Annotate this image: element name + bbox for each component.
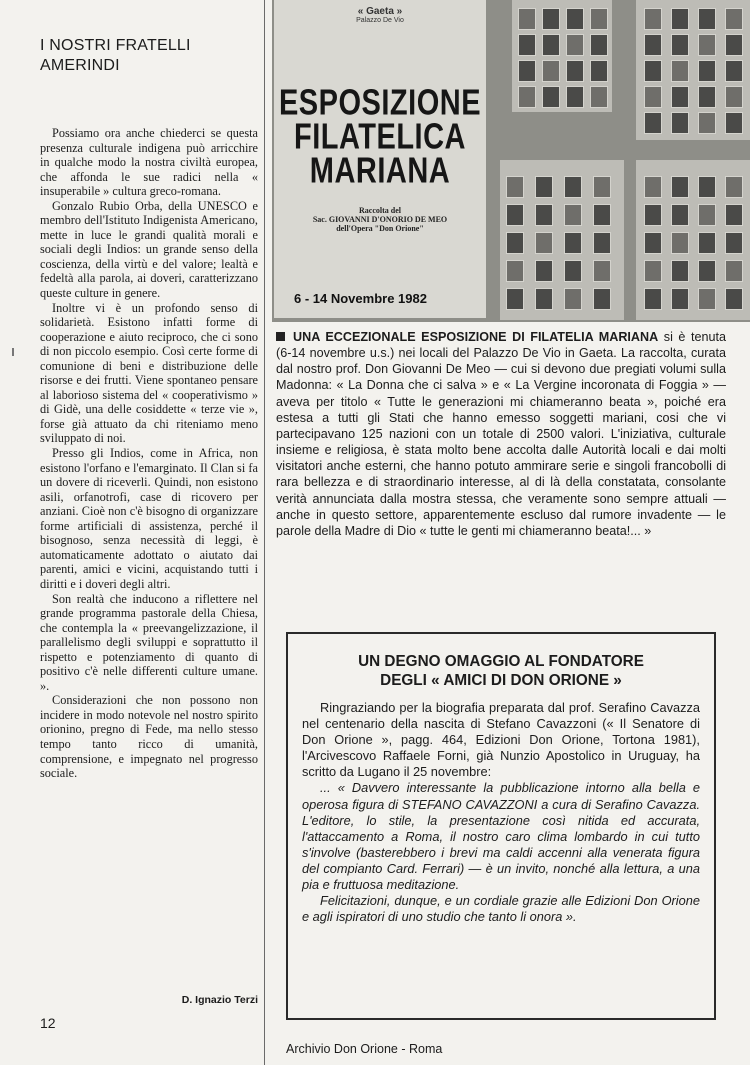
stamp bbox=[725, 232, 743, 254]
left-article-body bbox=[40, 126, 258, 781]
stamp bbox=[698, 288, 716, 310]
tribute-paragraph: Ringraziando per la biografia preparata dal prof. Serafino Cavazza nel centenario della nascita di Stefano Cavazzoni (« Il Senatore di Don Orione », pagg. 464, Edizioni Don Orione, Tortona 1981), l'Arcivescovo Raffaele Forni, già Nunzio Apostolico in Uruguay, ha scritto da Lugano il 25 novembre: bbox=[302, 700, 700, 780]
archive-footer: Archivio Don Orione - Roma bbox=[286, 1042, 443, 1056]
stamp bbox=[566, 8, 584, 30]
stamp bbox=[698, 204, 716, 226]
stamp bbox=[566, 86, 584, 108]
philately-article bbox=[276, 329, 726, 539]
philately-heading: UNA ECCEZIONALE ESPOSIZIONE DI FILATELIA MARIANA bbox=[293, 330, 659, 344]
left-paragraph: Possiamo ora anche chiederci se questa presenza culturale indigena può arricchire in qualche modo la nostra civiltà europea, che affonda le sue radici nella « insuperabile » cultura greco-romana. bbox=[40, 126, 258, 199]
left-article-title bbox=[40, 36, 258, 76]
stamp bbox=[564, 232, 582, 254]
stamp bbox=[644, 232, 662, 254]
stamp bbox=[725, 34, 743, 56]
stamp bbox=[542, 8, 560, 30]
stamp bbox=[593, 232, 611, 254]
stamp bbox=[698, 176, 716, 198]
stamp bbox=[671, 112, 689, 134]
stamp bbox=[725, 260, 743, 282]
poster-city: « Gaeta » bbox=[357, 6, 403, 17]
left-article bbox=[40, 36, 258, 1026]
stamp bbox=[535, 288, 553, 310]
stamp bbox=[698, 60, 716, 82]
stamp bbox=[671, 204, 689, 226]
poster-opera: dell'Opera "Don Orione" bbox=[336, 224, 424, 233]
stamp bbox=[542, 34, 560, 56]
tribute-quote: Felicitazioni, dunque, e un cordiale grazie alle Edizioni Don Orione e agli ispiratori di uno studio che tanto li onora ». bbox=[302, 893, 700, 925]
poster-owner: Sac. GIOVANNI D'ONORIO DE MEO bbox=[312, 215, 448, 224]
left-paragraph: Gonzalo Rubio Orba, della UNESCO e membro dell'Istituto Indigenista Americano, mette in luce le grandi qualità morali e sociali degli Indios: un grande senso della coscienza, della virtù e del valore; lealtà e fedeltà alla parola, ai doveri, caratterizzano queste culture in genere. bbox=[40, 198, 258, 301]
stamp bbox=[518, 34, 536, 56]
left-article-signature: D. Ignazio Terzi bbox=[181, 994, 258, 1006]
poster-raccolta: Raccolta del bbox=[359, 206, 401, 215]
stamp bbox=[535, 176, 553, 198]
stamp bbox=[725, 176, 743, 198]
stamp bbox=[698, 112, 716, 134]
stamp bbox=[644, 204, 662, 226]
stamp bbox=[564, 288, 582, 310]
stamp bbox=[593, 204, 611, 226]
stamp bbox=[506, 260, 524, 282]
left-paragraph: Considerazioni che non possono non incidere in modo notevole nel nostro spirito orionino, pregno di Fede, ma nello stesso tempo tanto ricco di umanità, comprensione, e impegnato nel progresso sociale. bbox=[40, 693, 258, 781]
stamp bbox=[590, 60, 608, 82]
stamp bbox=[590, 86, 608, 108]
stamp bbox=[644, 8, 662, 30]
column-divider bbox=[264, 0, 265, 1065]
tribute-title-line2: DEGLI « AMICI DI DON ORIONE » bbox=[380, 672, 622, 689]
stamp bbox=[671, 288, 689, 310]
stamp bbox=[671, 8, 689, 30]
stamp bbox=[593, 176, 611, 198]
stamp bbox=[671, 86, 689, 108]
stamp bbox=[698, 34, 716, 56]
tribute-box bbox=[286, 632, 716, 1020]
page-mark bbox=[12, 348, 14, 356]
stamp bbox=[506, 232, 524, 254]
stamp bbox=[564, 260, 582, 282]
stamp bbox=[644, 260, 662, 282]
stamp bbox=[644, 112, 662, 134]
poster-date: 6 - 14 Novembre 1982 bbox=[294, 291, 427, 306]
left-paragraph: Son realtà che inducono a riflettere nel grande programma pastorale della Chiesa, che contempla la « preevangelizzazione, il parallelismo degli sviluppi e soprattutto il rispetto e potenziamento di quanto di positivo c'è nelle differenti culture umane. ». bbox=[40, 591, 258, 693]
stamp bbox=[671, 60, 689, 82]
stamp bbox=[725, 86, 743, 108]
stamp bbox=[671, 34, 689, 56]
stamp bbox=[518, 86, 536, 108]
left-title-line2: AMERINDI bbox=[40, 57, 120, 74]
stamp bbox=[698, 86, 716, 108]
stamp bbox=[725, 288, 743, 310]
stamp bbox=[506, 204, 524, 226]
left-title-line1: I NOSTRI FRATELLI bbox=[40, 37, 191, 54]
stamp bbox=[506, 288, 524, 310]
tribute-title bbox=[288, 652, 714, 690]
stamp bbox=[593, 260, 611, 282]
stamp bbox=[535, 232, 553, 254]
stamp bbox=[671, 176, 689, 198]
left-paragraph: Inoltre vi è un profondo senso di solidarietà. Esistono infatti forme di cooperazione e aiuto reciproco, che ci sono di non piccolo esempio. Così certe forme di comunione di beni e distribuzione delle risorse e dei frutti. Viene spontaneo pensare al laborioso sistema del « cooperativismo » di Gidè, una delle cosiddette « terze vie », forse già attuato da chi riteniamo meno sviluppato di noi. bbox=[40, 300, 258, 446]
tribute-title-line1: UN DEGNO OMAGGIO AL FONDATORE bbox=[358, 653, 644, 670]
stamp bbox=[542, 86, 560, 108]
stamp bbox=[644, 60, 662, 82]
poster-title-line: ESPOSIZIONE bbox=[278, 83, 482, 123]
stamp bbox=[593, 288, 611, 310]
stamp bbox=[725, 60, 743, 82]
stamp bbox=[644, 34, 662, 56]
stamp bbox=[725, 112, 743, 134]
philately-body: si è tenuta (6-14 novembre u.s.) nei locali del Palazzo De Vio in Gaeta. La raccolta, curata dal nostro prof. Don Giovanni De Meo — cui si devono due pregiati volumi sulla Madonna: « La Donna che ci salva » e « La Vergine incoronata di Foggia » — aveva per titolo « Tutte le generazioni mi chiameranno beata », poiché era estesa a tutti gli Stati che hanno emesso soggetti mariani, cosi che vi partecipavano 125 nazioni con un totale di 2500 valori. L'iniziativa, culturale insieme e religiosa, è stata molto bene accolta dalle Autorità locali e dai molti visitatori anche esterni, che hanno potuto ammirare serie e singoli francobolli di rara bellezza e di straordinario interesse, al di là della constatata, consolante verità annunciata dalla mostra stessa, che veramente sono sempre attuali — anche in questo settore, apparentemente escluso dal rumore invadente — le parole della Madre di Dio « tutte le genti mi chiameranno beata!... » bbox=[276, 330, 726, 538]
poster-title-line: MARIANA bbox=[309, 151, 451, 191]
left-paragraph: Presso gli Indios, come in Africa, non esistono l'orfano e l'emarginato. Il Clan si fa un dovere di riceverli. Quindi, non esistono asili, orfanotrofi, case di ricovero per anziani. Cioè non c'è bisogno di organizzare forme artificiali di assistenza, perché il bisognoso, senza necessità di leggi, è automaticamente adottato o aiutato dai parenti, amici e vicini, acquistando tutti i diritti e i doveri degli altri. bbox=[40, 446, 258, 591]
stamp bbox=[644, 288, 662, 310]
stamp bbox=[566, 34, 584, 56]
stamp bbox=[542, 60, 560, 82]
stamp bbox=[566, 60, 584, 82]
stamp bbox=[725, 204, 743, 226]
stamp bbox=[698, 8, 716, 30]
stamp bbox=[698, 260, 716, 282]
stamp bbox=[698, 232, 716, 254]
poster-venue: Palazzo De Vio bbox=[356, 17, 404, 24]
stamp bbox=[564, 204, 582, 226]
page-number: 12 bbox=[40, 1015, 56, 1031]
exhibition-poster bbox=[274, 0, 486, 318]
stamp bbox=[535, 204, 553, 226]
stamp bbox=[671, 260, 689, 282]
stamp bbox=[644, 176, 662, 198]
stamp bbox=[671, 232, 689, 254]
stamp bbox=[725, 8, 743, 30]
stamp bbox=[590, 8, 608, 30]
poster-title-line: FILATELICA bbox=[294, 117, 466, 157]
stamp bbox=[518, 60, 536, 82]
stamp bbox=[590, 34, 608, 56]
stamp bbox=[644, 86, 662, 108]
tribute-body bbox=[302, 700, 700, 925]
exhibition-photo bbox=[272, 0, 750, 322]
stamp bbox=[535, 260, 553, 282]
stamp bbox=[518, 8, 536, 30]
stamp bbox=[564, 176, 582, 198]
tribute-quote: ... « Davvero interessante la pubblicazione intorno alla bella e operosa figura di STEFANO CAVAZZONI a cura di Serafino Cavazza. L'editore, lo stile, la presentazione così nitida ed accurata, l'attaccamento a Roma, il nostro caro clima lombardo in cui tutto s'involve (basterebbero i brevi ma caldi accenni alla venerata figura del compianto Card. Ferrari) — è un invito, nonché alla lettura, a una pia e fruttuosa meditazione. bbox=[302, 780, 700, 893]
stamp bbox=[506, 176, 524, 198]
bullet-square-icon bbox=[276, 332, 285, 341]
